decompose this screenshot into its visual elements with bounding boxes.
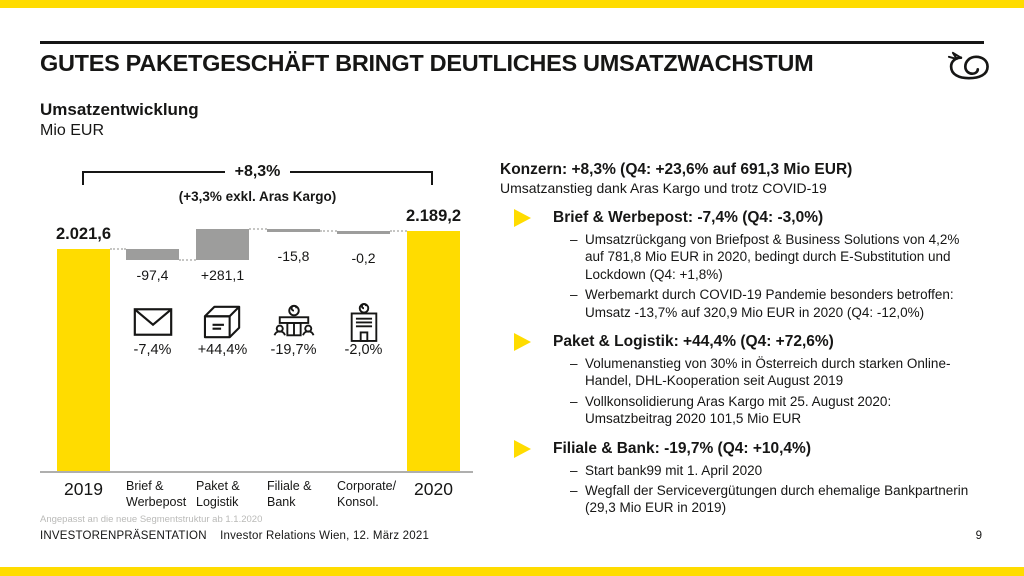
- bar-value-label: 2.021,6: [55, 225, 112, 243]
- section-header: [500, 207, 1000, 228]
- connector-line: [249, 228, 267, 230]
- section-header: [500, 438, 1000, 459]
- connector-line: [179, 259, 196, 261]
- bar-value-label: +281,1: [200, 266, 245, 283]
- bar-2020: [407, 231, 460, 471]
- chart-unit-label: Mio EUR: [40, 122, 105, 139]
- bar-value-label: 2.189,2: [405, 206, 462, 225]
- connector-line: [110, 248, 126, 250]
- konzern-subline: Umsatzanstieg dank Aras Kargo und trotz COVID-19: [500, 180, 827, 196]
- bullet-item: [570, 462, 974, 479]
- bar-value-label: -0,2: [351, 249, 376, 266]
- section-2: [500, 438, 1000, 517]
- segment-percent-label: -7,4%: [133, 342, 172, 358]
- axis-label-2020: 2020: [414, 479, 453, 499]
- bullet-item: [570, 231, 974, 283]
- triangle-bullet-icon: [514, 333, 531, 351]
- x-axis-line: [40, 471, 473, 473]
- segment-sections: [500, 207, 1000, 517]
- konzern-headline: Konzern: +8,3% (Q4: +23,6% auf 691,3 Mio EUR): [500, 161, 853, 178]
- post-branch-icon: [271, 302, 317, 342]
- bar-value-label: -97,4: [136, 266, 169, 283]
- bullet-item: [570, 482, 974, 517]
- total-change-label: +8,3%: [82, 163, 433, 181]
- dash-bullet: –: [570, 393, 578, 409]
- segment-percent-label: -19,7%: [270, 342, 317, 358]
- footer-line: [40, 530, 429, 542]
- bullet-item: [570, 286, 974, 321]
- bar-corporate-konsol: [337, 231, 390, 234]
- footer-detail: Investor Relations Wien, 12. März 2021: [220, 530, 430, 542]
- envelope-icon: [130, 302, 176, 342]
- connector-line: [390, 230, 407, 232]
- triangle-bullet-icon: [514, 440, 531, 458]
- dash-bullet: –: [570, 232, 578, 247]
- commentary-panel: [500, 160, 1000, 520]
- post-horn-logo-icon: [944, 51, 992, 84]
- bullet-text: Volumenanstieg von 30% in Österreich durch starken Online-Handel, DHL-Kooperation seit August 2019: [585, 356, 951, 389]
- footnote: Angepasst an die neue Segmentstruktur ab 1.1.2020: [40, 514, 263, 525]
- section-title: Filiale & Bank: -19,7% (Q4: +10,4%): [553, 439, 811, 457]
- chart-title: Umsatzentwicklung: [40, 100, 199, 119]
- top-accent-bar: [0, 0, 1024, 8]
- dash-bullet: –: [570, 356, 578, 372]
- bar-brief-werbepost: [126, 249, 179, 260]
- bullet-text: Start bank99 mit 1. April 2020: [585, 462, 763, 478]
- segment-percent-label: -2,0%: [344, 342, 383, 358]
- footer-presentation-label: INVESTORENPRÄSENTATION: [40, 530, 207, 542]
- bottom-accent-bar: [0, 567, 1024, 576]
- waterfall-chart: [40, 160, 485, 525]
- segment-percent-label: +44,4%: [197, 342, 248, 358]
- bullet-text: Vollkonsolidierung Aras Kargo mit 25. August 2020: Umsatzbeitrag 2020 101,5 Mio EUR: [585, 393, 892, 427]
- axis-label-2019: 2019: [64, 479, 103, 499]
- office-building-icon: [341, 302, 387, 342]
- section-title: Paket & Logistik: +44,4% (Q4: +72,6%): [553, 333, 834, 351]
- total-change-note: (+3,3% exkl. Aras Kargo): [178, 189, 337, 204]
- page-number: 9: [975, 530, 982, 542]
- slide-title: GUTES PAKETGESCHÄFT BRINGT DEUTLICHES UMSATZWACHSTUM: [40, 50, 814, 76]
- axis-label-filiale-bank: Filiale & Bank: [267, 479, 312, 509]
- parcel-icon: [200, 302, 246, 342]
- section-1: [500, 331, 1000, 428]
- axis-label-corporate-konsol: Corporate/ Konsol.: [337, 479, 397, 509]
- axis-label-brief-werbepost: Brief & Werbepost: [126, 479, 187, 509]
- section-title: Brief & Werbepost: -7,4% (Q4: -3,0%): [553, 209, 824, 226]
- dash-bullet: –: [570, 287, 578, 303]
- bar-value-label: -15,8: [277, 247, 310, 264]
- axis-label-paket-logistik: Paket & Logistik: [196, 479, 240, 509]
- bullet-text: Umsatzrückgang von Briefpost & Business Solutions von 4,2% auf 781,8 Mio EUR in 2020, bedingt durch E-Substitution und Lockdown (Q4: +1,8%): [585, 232, 960, 282]
- bullet-text: Wegfall der Servicevergütungen durch ehemalige Bankpartnerin (29,3 Mio EUR in 2019): [585, 483, 969, 516]
- dash-bullet: –: [570, 462, 578, 478]
- bar-filiale-bank: [267, 229, 320, 232]
- connector-line: [320, 230, 337, 232]
- bullet-text: Werbemarkt durch COVID-19 Pandemie besonders betroffen: Umsatz -13,7% auf 320,9 Mio EUR in 2020 (Q4: -12,0%): [585, 287, 954, 320]
- triangle-bullet-icon: [514, 209, 531, 227]
- section-0: [500, 207, 1000, 321]
- header-rule: [40, 41, 984, 44]
- section-header: [500, 331, 1000, 352]
- dash-bullet: –: [570, 483, 578, 499]
- bullet-item: [570, 355, 974, 390]
- bullet-item: [570, 393, 974, 428]
